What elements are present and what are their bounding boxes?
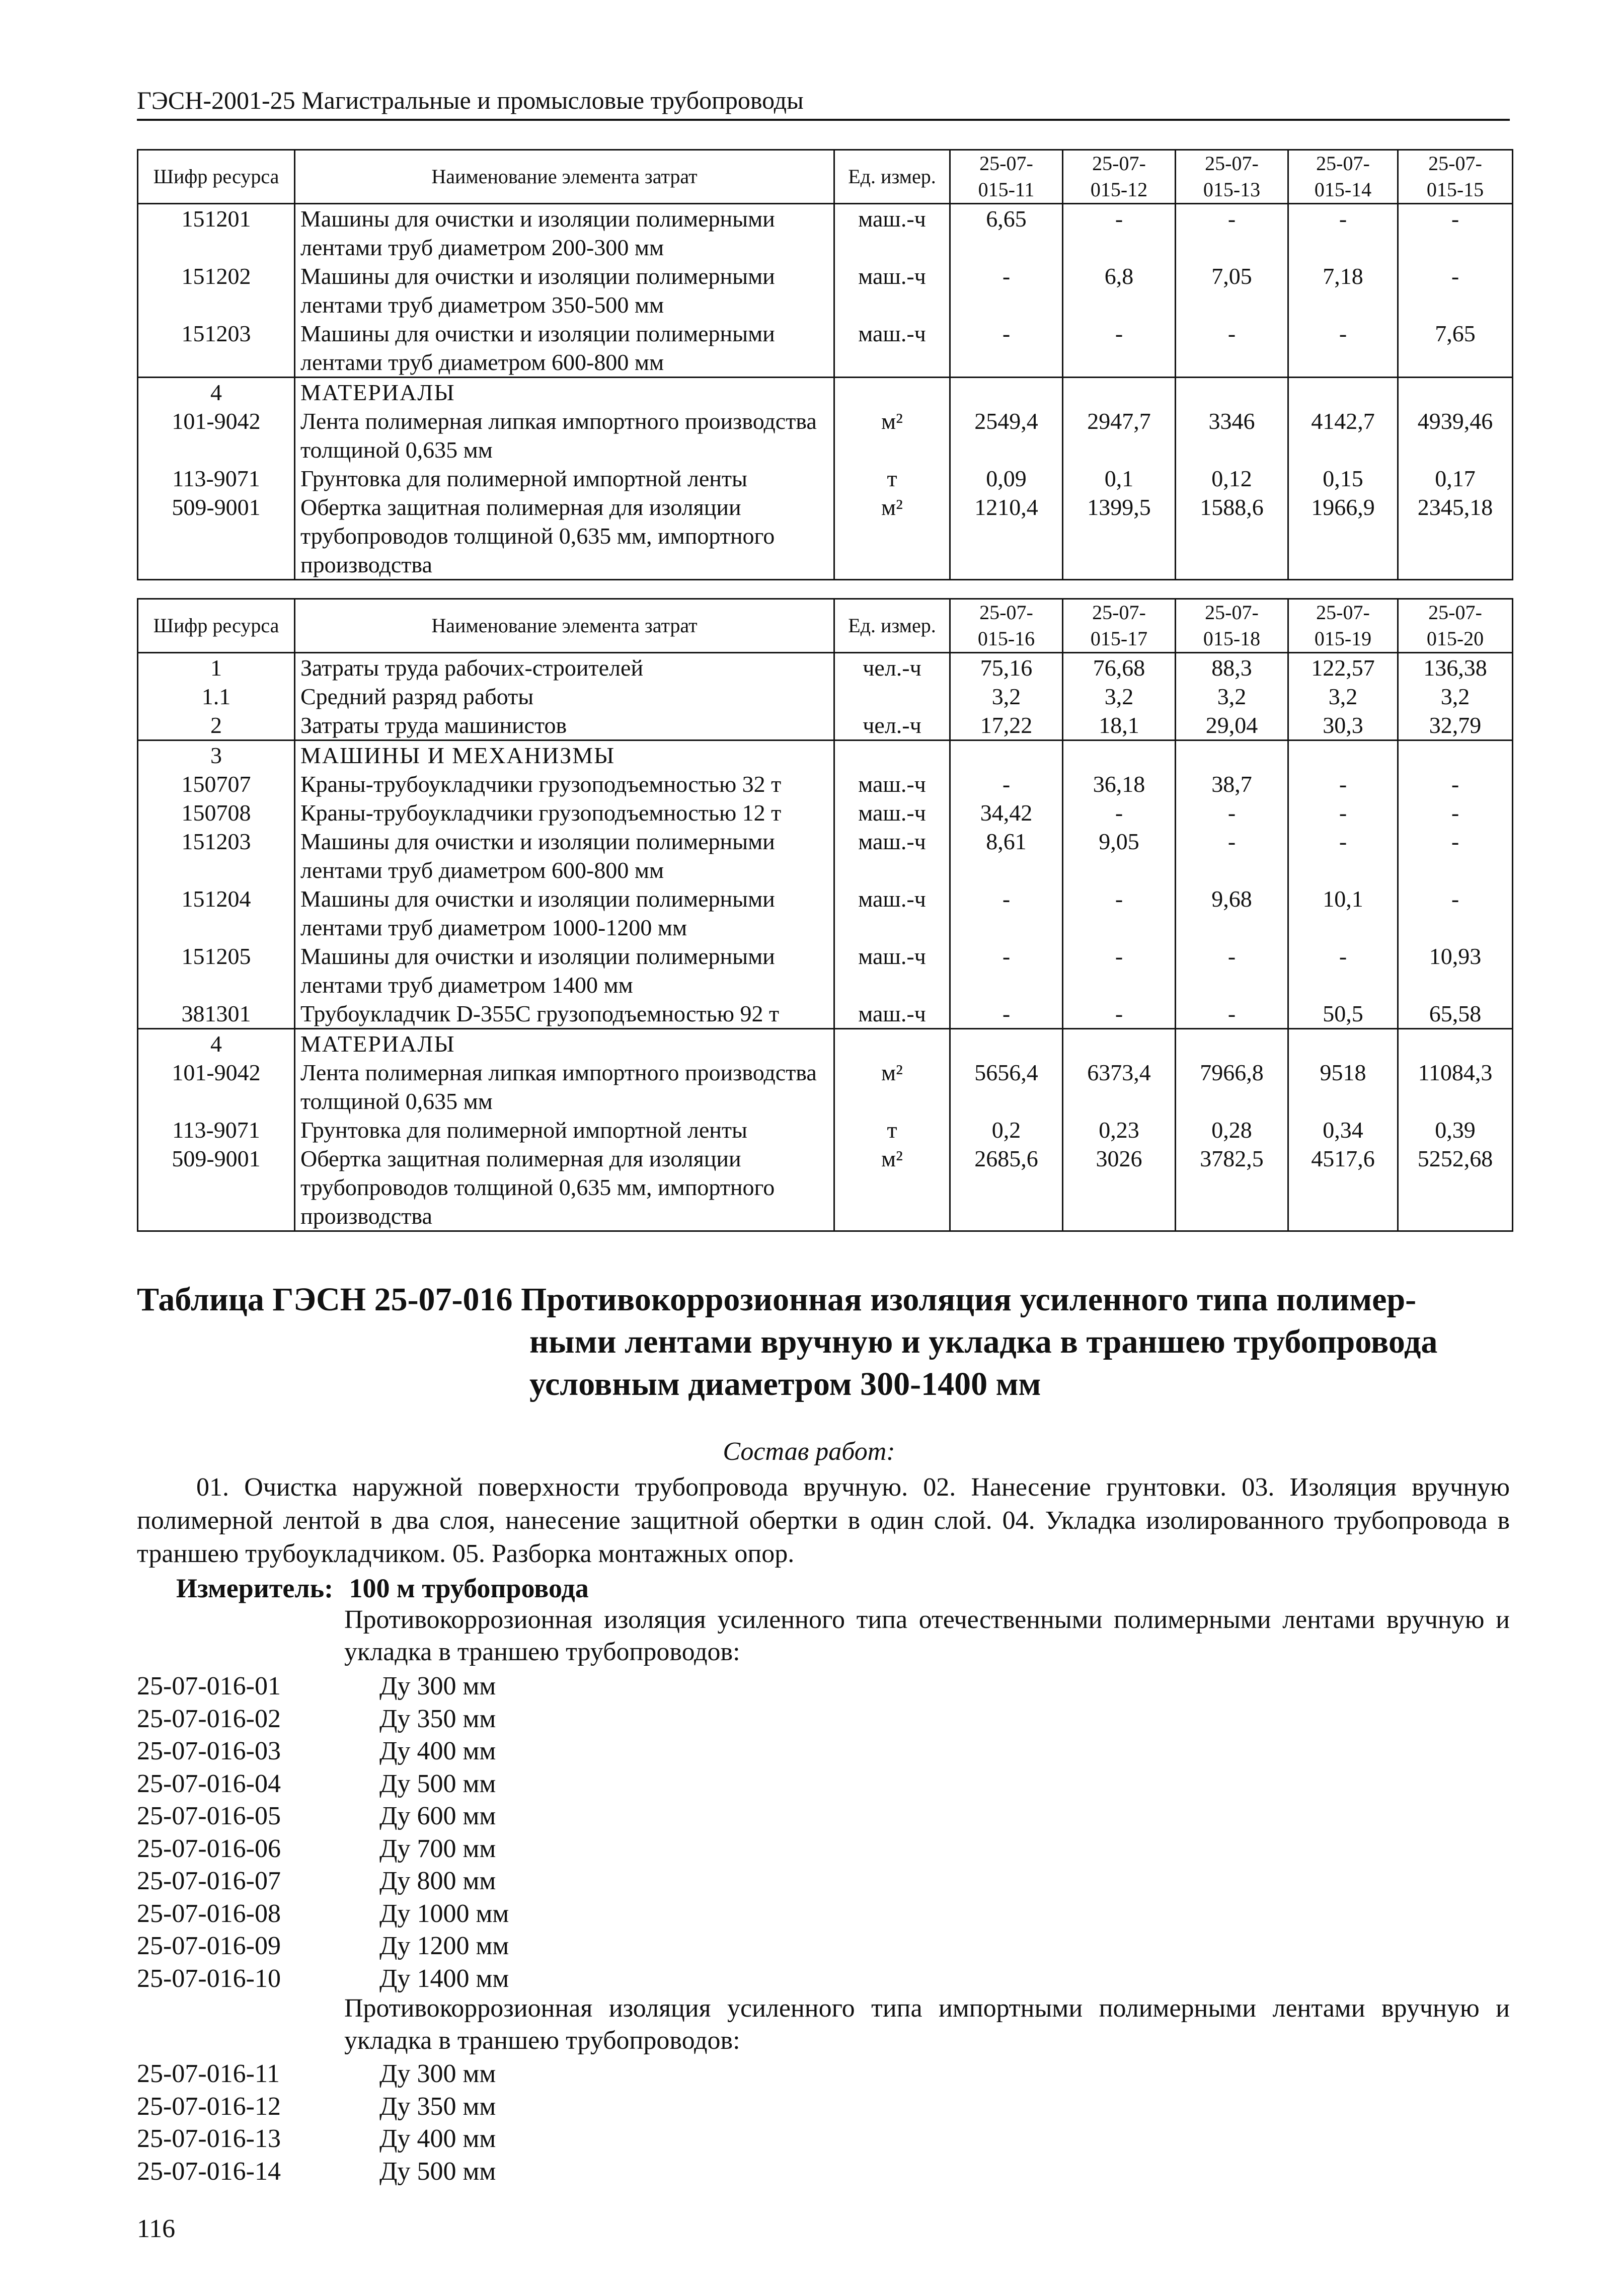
header-col-5 xyxy=(1398,599,1513,653)
header-col-3-l2: 015-13 xyxy=(1203,178,1261,201)
work-composition-heading: Состав работ: xyxy=(723,1437,895,1466)
resource-value xyxy=(1176,378,1288,407)
resource-name: Лента полимерная липкая импортного производства толщиной 0,635 мм xyxy=(295,1058,834,1116)
resource-value: 10,93 xyxy=(1398,942,1513,999)
resource-code: 3 xyxy=(138,740,295,770)
resource-value: 2549,4 xyxy=(950,407,1063,464)
header-col-2-l2: 015-17 xyxy=(1090,627,1148,650)
resource-name: Машины для очистки и изоляции полимерными лентами труб диаметром 200-300 мм xyxy=(295,204,834,262)
table-title-line-3: условным диаметром 300-1400 мм xyxy=(529,1366,1041,1402)
resource-code: 151204 xyxy=(138,884,295,942)
resource-value: 0,09 xyxy=(950,464,1063,493)
resource-value xyxy=(1176,1029,1288,1059)
header-col-4 xyxy=(1288,150,1398,204)
resource-value: 0,28 xyxy=(1176,1116,1288,1144)
resource-unit: маш.-ч xyxy=(834,319,950,378)
table-row xyxy=(138,999,1513,1029)
resource-value xyxy=(1288,1029,1398,1059)
resource-value: 0,39 xyxy=(1398,1116,1513,1144)
header-unit: Ед. измер. xyxy=(834,150,950,204)
resource-value: - xyxy=(1063,884,1176,942)
table-header-row xyxy=(138,599,1513,653)
section-heading: МАТЕРИАЛЫ xyxy=(295,1029,834,1059)
resource-value: 0,1 xyxy=(1063,464,1176,493)
resource-value: 1588,6 xyxy=(1176,493,1288,580)
resource-value: 1966,9 xyxy=(1288,493,1398,580)
resource-name: Грунтовка для полимерной импортной ленты xyxy=(295,1116,834,1144)
resource-value: 4939,46 xyxy=(1398,407,1513,464)
resource-value: 5656,4 xyxy=(950,1058,1063,1116)
norm-label: Ду 1400 мм xyxy=(379,1964,509,1993)
resource-value: 0,12 xyxy=(1176,464,1288,493)
resource-name: Обертка защитная полимерная для изоляции трубопроводов толщиной 0,635 мм, импортного производства xyxy=(295,1144,834,1231)
resource-unit: маш.-ч xyxy=(834,770,950,798)
norm-label: Ду 400 мм xyxy=(379,1737,496,1765)
norm-code: 25-07-016-07 xyxy=(137,1867,281,1895)
resource-value: 7,18 xyxy=(1288,262,1398,319)
resource-value: 10,1 xyxy=(1288,884,1398,942)
resource-value: - xyxy=(1063,204,1176,262)
table-row xyxy=(138,464,1513,493)
resource-value: - xyxy=(1288,827,1398,884)
page-header xyxy=(137,85,1510,121)
resource-value: 3346 xyxy=(1176,407,1288,464)
resource-value xyxy=(950,1029,1063,1059)
resource-value: 2685,6 xyxy=(950,1144,1063,1231)
norm-label: Ду 300 мм xyxy=(379,1672,496,1700)
table-row xyxy=(138,740,1513,770)
resource-value xyxy=(1063,1029,1176,1059)
resource-code: 151203 xyxy=(138,827,295,884)
header-col-1-l1: 25-07- xyxy=(979,601,1033,624)
resource-value: 3,2 xyxy=(1063,682,1176,711)
resource-code: 509-9001 xyxy=(138,493,295,580)
header-name: Наименование элемента затрат xyxy=(295,150,834,204)
resource-unit: м² xyxy=(834,493,950,580)
header-col-1-l2: 015-16 xyxy=(977,627,1035,650)
resource-value: 65,58 xyxy=(1398,999,1513,1029)
resource-value: 9518 xyxy=(1288,1058,1398,1116)
resource-value: 18,1 xyxy=(1063,711,1176,740)
resource-value: - xyxy=(1398,770,1513,798)
resource-value: 0,34 xyxy=(1288,1116,1398,1144)
resource-unit xyxy=(834,740,950,770)
resource-value: 5252,68 xyxy=(1398,1144,1513,1231)
list-item xyxy=(137,1865,509,1898)
resource-name: Машины для очистки и изоляции полимерными лентами труб диаметром 1000-1200 мм xyxy=(295,884,834,942)
table-row xyxy=(138,1144,1513,1231)
header-col-4-l1: 25-07- xyxy=(1316,152,1370,175)
header-col-3 xyxy=(1176,599,1288,653)
resource-value: - xyxy=(1176,999,1288,1029)
resource-value: - xyxy=(1176,798,1288,827)
header-col-1 xyxy=(950,599,1063,653)
resource-code: 151203 xyxy=(138,319,295,378)
resource-value: - xyxy=(1398,262,1513,319)
section-heading: МАТЕРИАЛЫ xyxy=(295,378,834,407)
resource-value: - xyxy=(1176,319,1288,378)
resource-unit: т xyxy=(834,464,950,493)
resource-code: 150707 xyxy=(138,770,295,798)
resource-name: Машины для очистки и изоляции полимерными лентами труб диаметром 600-800 мм xyxy=(295,827,834,884)
resource-value: - xyxy=(1288,319,1398,378)
list-item xyxy=(137,1963,509,1995)
resource-name: Краны-трубоукладчики грузоподъемностью 32 т xyxy=(295,770,834,798)
table-row xyxy=(138,319,1513,378)
norm-code: 25-07-016-05 xyxy=(137,1802,281,1830)
header-col-1-l2: 015-11 xyxy=(978,178,1035,201)
norm-label: Ду 350 мм xyxy=(379,1704,496,1733)
norm-list-domestic xyxy=(137,1670,509,1995)
table-row xyxy=(138,884,1513,942)
resource-value: - xyxy=(950,999,1063,1029)
resource-value: 1399,5 xyxy=(1063,493,1176,580)
header-col-4-l1: 25-07- xyxy=(1316,601,1370,624)
list-item xyxy=(137,2058,496,2091)
table-row xyxy=(138,827,1513,884)
norm-code: 25-07-016-03 xyxy=(137,1737,281,1765)
header-col-5-l1: 25-07- xyxy=(1428,601,1482,624)
norm-label: Ду 700 мм xyxy=(379,1834,496,1863)
resource-value: 6,8 xyxy=(1063,262,1176,319)
resource-value: 6,65 xyxy=(950,204,1063,262)
list-item xyxy=(137,2123,496,2156)
resource-value: 3,2 xyxy=(1398,682,1513,711)
resource-value: - xyxy=(950,770,1063,798)
resource-unit: маш.-ч xyxy=(834,262,950,319)
resource-unit: маш.-ч xyxy=(834,942,950,999)
resource-value xyxy=(1398,378,1513,407)
table-row xyxy=(138,1058,1513,1116)
resource-value: - xyxy=(1398,798,1513,827)
section-heading: МАШИНЫ И МЕХАНИЗМЫ xyxy=(295,740,834,770)
resource-value xyxy=(1288,378,1398,407)
resource-value: 6373,4 xyxy=(1063,1058,1176,1116)
list-item xyxy=(137,1800,509,1833)
resource-value xyxy=(1063,378,1176,407)
resource-value: 11084,3 xyxy=(1398,1058,1513,1116)
resource-value: 9,68 xyxy=(1176,884,1288,942)
header-col-1 xyxy=(950,150,1063,204)
header-code: Шифр ресурса xyxy=(138,150,295,204)
header-name: Наименование элемента затрат xyxy=(295,599,834,653)
resource-value: 7,65 xyxy=(1398,319,1513,378)
resource-value: 2947,7 xyxy=(1063,407,1176,464)
resource-value xyxy=(950,378,1063,407)
header-col-4-l2: 015-14 xyxy=(1314,178,1372,201)
header-col-3 xyxy=(1176,150,1288,204)
resource-unit: м² xyxy=(834,407,950,464)
resource-value: 7,05 xyxy=(1176,262,1288,319)
resource-unit: т xyxy=(834,1116,950,1144)
resource-value: 76,68 xyxy=(1063,653,1176,683)
resource-value xyxy=(1063,740,1176,770)
header-col-2-l1: 25-07- xyxy=(1092,152,1146,175)
resource-unit: маш.-ч xyxy=(834,204,950,262)
resource-name: Машины для очистки и изоляции полимерными лентами труб диаметром 350-500 мм xyxy=(295,262,834,319)
resource-value: - xyxy=(1176,204,1288,262)
header-unit: Ед. измер. xyxy=(834,599,950,653)
header-col-3-l1: 25-07- xyxy=(1205,152,1259,175)
group-description-domestic: Противокоррозионная изоляция усиленного типа отечественными полимерными лентами вручную и укладка в траншею трубопроводов: xyxy=(344,1605,1510,1666)
resource-unit: м² xyxy=(834,1058,950,1116)
header-col-3-l2: 015-18 xyxy=(1203,627,1261,650)
resource-unit: м² xyxy=(834,1144,950,1231)
resource-value: 3,2 xyxy=(1176,682,1288,711)
list-item xyxy=(137,2091,496,2123)
resource-code: 113-9071 xyxy=(138,464,295,493)
table-row xyxy=(138,1116,1513,1144)
resource-code: 1 xyxy=(138,653,295,683)
resource-value: 75,16 xyxy=(950,653,1063,683)
resource-value: 17,22 xyxy=(950,711,1063,740)
header-col-2 xyxy=(1063,150,1176,204)
header-col-2-l1: 25-07- xyxy=(1092,601,1146,624)
table-row xyxy=(138,407,1513,464)
header-col-5-l2: 015-20 xyxy=(1426,627,1484,650)
resource-value: 34,42 xyxy=(950,798,1063,827)
resource-value: 0,23 xyxy=(1063,1116,1176,1144)
list-item xyxy=(137,1768,509,1801)
header-col-5-l2: 015-15 xyxy=(1426,178,1484,201)
norm-label: Ду 500 мм xyxy=(379,2157,496,2186)
resource-code: 101-9042 xyxy=(138,1058,295,1116)
resource-value: - xyxy=(950,262,1063,319)
table-body xyxy=(138,204,1513,580)
resource-unit xyxy=(834,682,950,711)
resource-value: 3782,5 xyxy=(1176,1144,1288,1231)
page-number: 116 xyxy=(137,2214,176,2243)
norm-code: 25-07-016-01 xyxy=(137,1672,281,1700)
resource-value: 88,3 xyxy=(1176,653,1288,683)
norm-label: Ду 300 мм xyxy=(379,2059,496,2088)
table-row xyxy=(138,493,1513,580)
resource-value: 30,3 xyxy=(1288,711,1398,740)
norm-code: 25-07-016-02 xyxy=(137,1704,281,1733)
resource-value xyxy=(950,740,1063,770)
resource-value: - xyxy=(1063,798,1176,827)
table-title-line-2: ными лентами вручную и укладка в траншею трубопровода xyxy=(529,1323,1438,1360)
resource-value: 3,2 xyxy=(950,682,1063,711)
header-code: Шифр ресурса xyxy=(138,599,295,653)
table-row xyxy=(138,378,1513,407)
list-item xyxy=(137,1898,509,1931)
resource-code: 151202 xyxy=(138,262,295,319)
table-title-line-1: Таблица ГЭСН 25-07-016 Противокоррозионная изоляция усиленного типа полимер- xyxy=(137,1281,1417,1318)
resource-value: 29,04 xyxy=(1176,711,1288,740)
resource-value: - xyxy=(950,942,1063,999)
header-col-4-l2: 015-19 xyxy=(1314,627,1372,650)
resource-code: 4 xyxy=(138,1029,295,1059)
resource-unit: маш.-ч xyxy=(834,884,950,942)
resource-unit xyxy=(834,1029,950,1059)
resource-value: - xyxy=(1063,999,1176,1029)
resource-value: 9,05 xyxy=(1063,827,1176,884)
resource-value: - xyxy=(1063,319,1176,378)
table-title xyxy=(137,1279,1546,1405)
resource-name: Средний разряд работы xyxy=(295,682,834,711)
resource-unit: маш.-ч xyxy=(834,798,950,827)
table-row xyxy=(138,770,1513,798)
table-row xyxy=(138,653,1513,683)
resource-value: - xyxy=(1398,204,1513,262)
table-row xyxy=(138,682,1513,711)
norm-code: 25-07-016-12 xyxy=(137,2092,281,2121)
resource-name: Грунтовка для полимерной импортной ленты xyxy=(295,464,834,493)
resource-value: 38,7 xyxy=(1176,770,1288,798)
resource-value: - xyxy=(1176,942,1288,999)
resource-value: - xyxy=(1288,204,1398,262)
resource-value: 32,79 xyxy=(1398,711,1513,740)
norm-code: 25-07-016-09 xyxy=(137,1932,281,1960)
table-row xyxy=(138,798,1513,827)
list-item xyxy=(137,1833,509,1866)
resource-code: 151205 xyxy=(138,942,295,999)
resource-value: 2345,18 xyxy=(1398,493,1513,580)
resource-value: 7966,8 xyxy=(1176,1058,1288,1116)
resource-value xyxy=(1176,740,1288,770)
resource-table-2 xyxy=(137,598,1513,1232)
resource-value xyxy=(1398,740,1513,770)
resource-value: 0,2 xyxy=(950,1116,1063,1144)
resource-value: 50,5 xyxy=(1288,999,1398,1029)
resource-value: 136,38 xyxy=(1398,653,1513,683)
resource-value: - xyxy=(1176,827,1288,884)
norm-list-imported xyxy=(137,2058,496,2188)
resource-code: 151201 xyxy=(138,204,295,262)
work-composition-text xyxy=(137,1471,1510,1571)
resource-code: 113-9071 xyxy=(138,1116,295,1144)
norm-label: Ду 400 мм xyxy=(379,2124,496,2153)
measure-label: Измеритель: xyxy=(176,1573,334,1603)
norm-code: 25-07-016-11 xyxy=(137,2059,280,2088)
resource-value: 4142,7 xyxy=(1288,407,1398,464)
list-item xyxy=(137,1703,509,1736)
list-item xyxy=(137,1670,509,1703)
measure-line xyxy=(176,1572,589,1605)
list-item xyxy=(137,1735,509,1768)
resource-value: - xyxy=(1063,942,1176,999)
resource-value: 4517,6 xyxy=(1288,1144,1398,1231)
table-row xyxy=(138,1029,1513,1059)
norm-code: 25-07-016-08 xyxy=(137,1899,281,1928)
resource-code: 381301 xyxy=(138,999,295,1029)
norm-code: 25-07-016-04 xyxy=(137,1769,281,1798)
resource-code: 1.1 xyxy=(138,682,295,711)
resource-name: Обертка защитная полимерная для изоляции трубопроводов толщиной 0,635 мм, импортного производства xyxy=(295,493,834,580)
resource-code: 2 xyxy=(138,711,295,740)
resource-name: Затраты труда рабочих-строителей xyxy=(295,653,834,683)
resource-name: Машины для очистки и изоляции полимерными лентами труб диаметром 1400 мм xyxy=(295,942,834,999)
norm-label: Ду 600 мм xyxy=(379,1802,496,1830)
resource-value: 1210,4 xyxy=(950,493,1063,580)
resource-value: - xyxy=(1398,884,1513,942)
table-header-row xyxy=(138,150,1513,204)
norm-code: 25-07-016-10 xyxy=(137,1964,281,1993)
resource-table-1 xyxy=(137,149,1513,580)
resource-value: - xyxy=(950,319,1063,378)
resource-name: Машины для очистки и изоляции полимерными лентами труб диаметром 600-800 мм xyxy=(295,319,834,378)
resource-value xyxy=(1288,740,1398,770)
resource-value: - xyxy=(1398,827,1513,884)
resource-code: 509-9001 xyxy=(138,1144,295,1231)
norm-label: Ду 1000 мм xyxy=(379,1899,509,1928)
work-composition-body: 01. Очистка наружной поверхности трубопровода вручную. 02. Нанесение грунтовки. 03. Изоляция вручную полимерной лентой в два слоя, нанесение защитной обертки в один слой. 04. Укладка изолированного трубопровода в траншею трубоукладчиком. 05. Разборка монтажных опор. xyxy=(137,1473,1510,1568)
list-item xyxy=(137,1930,509,1963)
resource-unit: чел.-ч xyxy=(834,711,950,740)
resource-name: Краны-трубоукладчики грузоподъемностью 12 т xyxy=(295,798,834,827)
norm-label: Ду 500 мм xyxy=(379,1769,496,1798)
header-col-1-l1: 25-07- xyxy=(979,152,1033,175)
norm-label: Ду 1200 мм xyxy=(379,1932,509,1960)
resource-code: 150708 xyxy=(138,798,295,827)
resource-code: 4 xyxy=(138,378,295,407)
resource-unit: чел.-ч xyxy=(834,653,950,683)
resource-value: - xyxy=(1288,770,1398,798)
resource-value: - xyxy=(1288,798,1398,827)
resource-name: Затраты труда машинистов xyxy=(295,711,834,740)
resource-value: 8,61 xyxy=(950,827,1063,884)
group-description-imported: Противокоррозионная изоляция усиленного типа импортными полимерными лентами вручную и укладка в траншею трубопроводов: xyxy=(344,1994,1510,2055)
norm-code: 25-07-016-13 xyxy=(137,2124,281,2153)
header-col-3-l1: 25-07- xyxy=(1205,601,1259,624)
resource-value: - xyxy=(1288,942,1398,999)
table-row xyxy=(138,204,1513,262)
header-col-2 xyxy=(1063,599,1176,653)
resource-value: 3026 xyxy=(1063,1144,1176,1231)
resource-unit: маш.-ч xyxy=(834,999,950,1029)
resource-value: - xyxy=(950,884,1063,942)
table-row xyxy=(138,942,1513,999)
resource-value: 0,17 xyxy=(1398,464,1513,493)
table-row xyxy=(138,711,1513,740)
header-col-5-l1: 25-07- xyxy=(1428,152,1482,175)
norm-code: 25-07-016-06 xyxy=(137,1834,281,1863)
table-body xyxy=(138,653,1513,1231)
resource-unit: маш.-ч xyxy=(834,827,950,884)
resource-code: 101-9042 xyxy=(138,407,295,464)
resource-name: Лента полимерная липкая импортного производства толщиной 0,635 мм xyxy=(295,407,834,464)
list-item xyxy=(137,2156,496,2188)
norm-label: Ду 800 мм xyxy=(379,1867,496,1895)
resource-value: 0,15 xyxy=(1288,464,1398,493)
resource-value: 122,57 xyxy=(1288,653,1398,683)
resource-value xyxy=(1398,1029,1513,1059)
resource-value: 3,2 xyxy=(1288,682,1398,711)
header-col-4 xyxy=(1288,599,1398,653)
resource-unit xyxy=(834,378,950,407)
header-col-5 xyxy=(1398,150,1513,204)
resource-name: Трубоукладчик D-355C грузоподъемностью 92 т xyxy=(295,999,834,1029)
page-header-title: ГЭСН-2001-25 Магистральные и промысловые трубопроводы xyxy=(137,86,804,114)
norm-label: Ду 350 мм xyxy=(379,2092,496,2121)
table-row xyxy=(138,262,1513,319)
header-col-2-l2: 015-12 xyxy=(1090,178,1148,201)
norm-code: 25-07-016-14 xyxy=(137,2157,281,2186)
measure-value: 100 м трубопровода xyxy=(349,1573,589,1603)
resource-value: 36,18 xyxy=(1063,770,1176,798)
